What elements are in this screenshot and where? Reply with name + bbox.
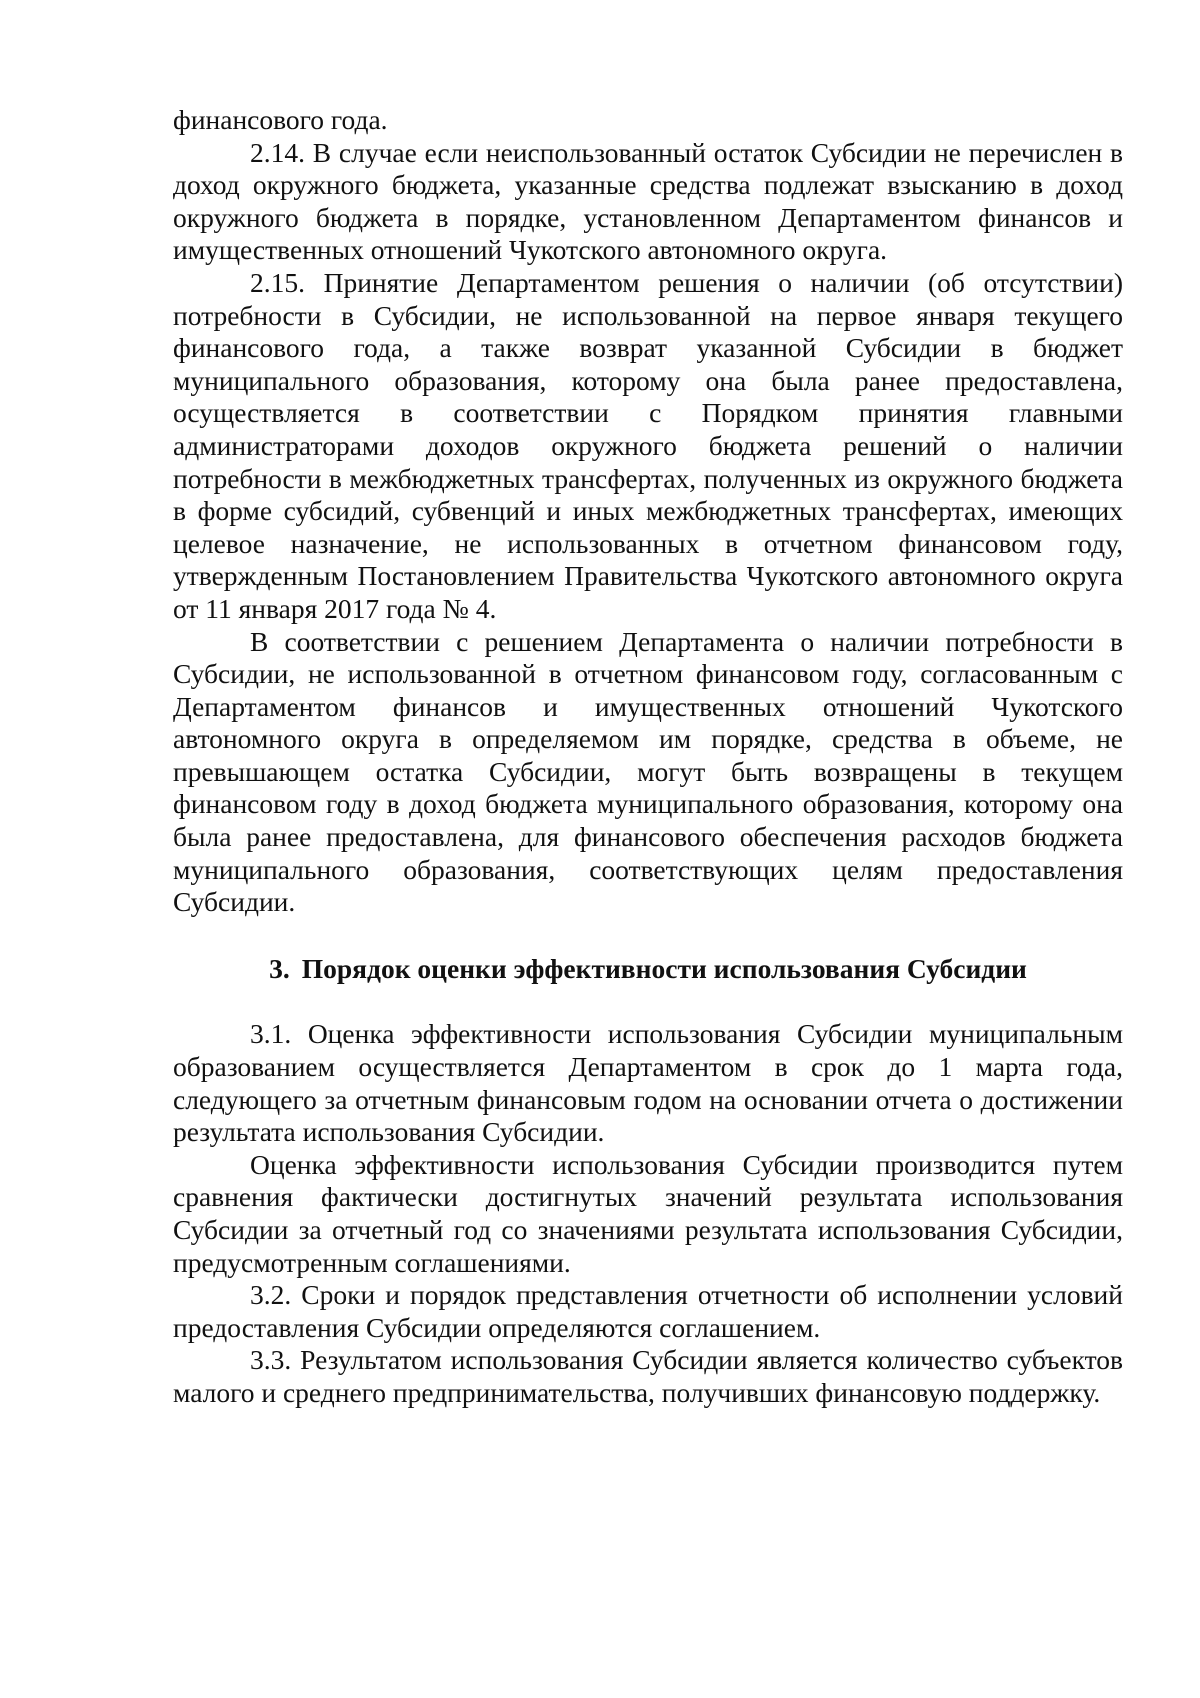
paragraph-3-3: 3.3. Результатом использования Субсидии является количество субъектов малого и среднего предпринимательства, получивших финансовую поддержку. <box>173 1344 1123 1408</box>
document-page <box>173 104 1123 1410</box>
section-3-title: Порядок оценки эффективности использования Субсидии <box>301 952 1027 984</box>
paragraph-2-15-continued: В соответствии с решением Департамента о наличии потребности в Субсидии, не использованной в отчетном финансовом году, согласованным с Департаментом финансов и имущественных отношений Чукотского автономного округа в определяемом им порядке, средства в объеме, не превышающем остатка Субсидии, могут быть возвращены в текущем финансовом году в доход бюджета муниципального образования, которому она была ранее предоставлена, для финансового обеспечения расходов бюджета муниципального образования, соответствующих целям предоставления Субсидии. <box>173 625 1123 918</box>
paragraph-3-2: 3.2. Сроки и порядок представления отчетности об исполнении условий предоставления Субсидии определяются соглашением. <box>173 1279 1123 1343</box>
paragraph-3-1: 3.1. Оценка эффективности использования Субсидии муниципальным образованием осуществляется Департаментом в срок до 1 марта года, следующего за отчетным финансовым годом на основании отчета о достижении результата использования Субсидии. <box>173 1018 1123 1148</box>
section-3-heading <box>173 953 1123 986</box>
paragraph-continuation: финансового года. <box>173 104 388 135</box>
section-3-number: 3. <box>269 952 290 984</box>
paragraph-3-1-continued: Оценка эффективности использования Субсидии производится путем сравнения фактически достигнутых значений результата использования Субсидии за отчетный год со значениями результата использования Субсидии, предусмотренным соглашениями. <box>173 1148 1123 1278</box>
paragraph-2-15: 2.15. Принятие Департаментом решения о наличии (об отсутствии) потребности в Субсидии, не использованной на первое января текущего финансового года, а также возврат указанной Субсидии в бюджет муниципального образования, которому она была ранее предоставлена, осуществляется в соответствии с Порядком принятия главными администраторами доходов окружного бюджета решений о наличии потребности в межбюджетных трансфертах, полученных из окружного бюджета в форме субсидий, субвенций и иных межбюджетных трансфертах, имеющих целевое назначение, не использованных в отчетном финансовом году, утвержденным Постановлением Правительства Чукотского автономного округа от 11 января 2017 года № 4. <box>173 266 1123 624</box>
paragraph-2-14: 2.14. В случае если неиспользованный остаток Субсидии не перечислен в доход окружного бюджета, указанные средства подлежат взысканию в доход окружного бюджета в порядке, установленном Департаментом финансов и имущественных отношений Чукотского автономного округа. <box>173 136 1123 266</box>
